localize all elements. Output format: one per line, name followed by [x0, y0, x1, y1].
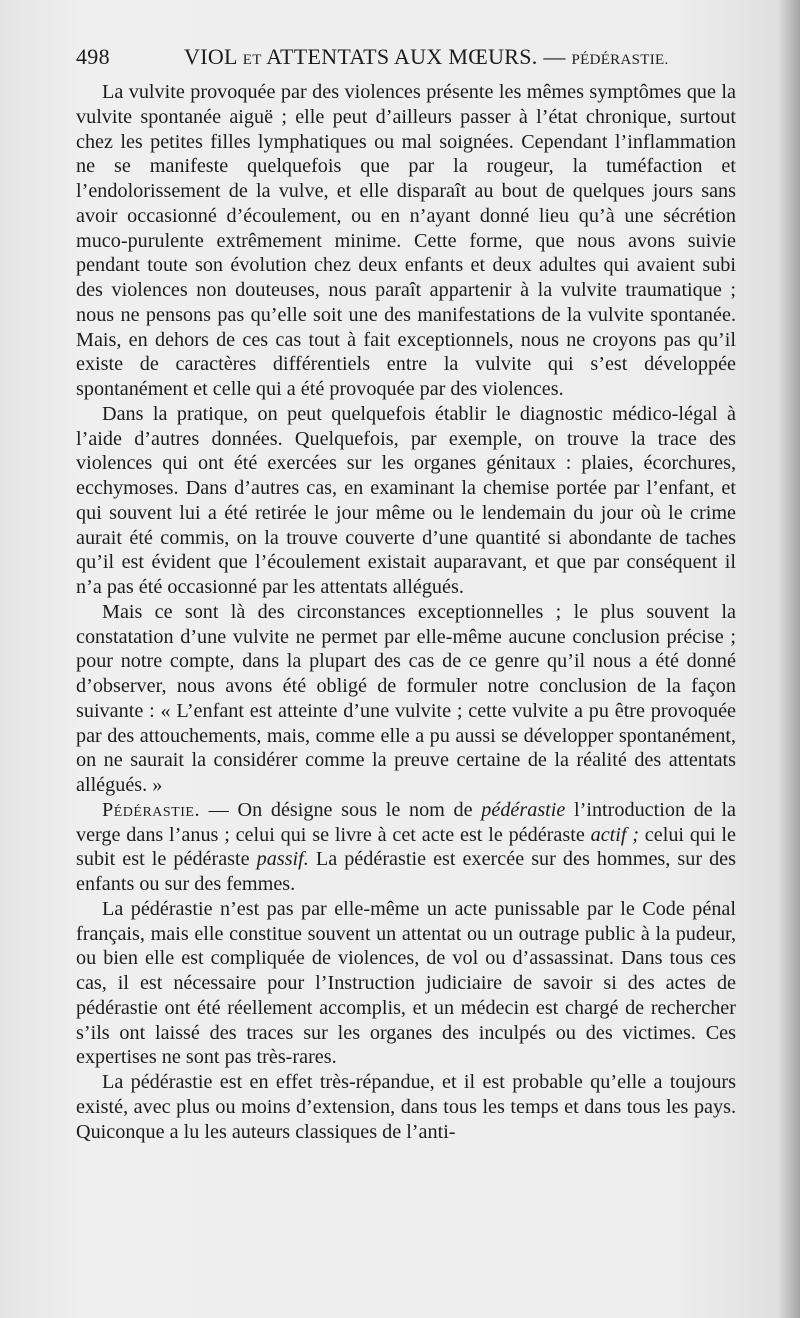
title-et: ET — [242, 52, 262, 68]
title-part1: VIOL — [184, 44, 243, 69]
body-text — [76, 80, 736, 1144]
term-actif: actif ; — [590, 823, 639, 846]
paragraph-2: Dans la pratique, on peut quelquefois établir le diagnostic médico-légal à l’aide d’autres données. Quelquefois, par exemple, on trouve la trace des violences qui ont été exercées sur les organes génitaux : plaies, écorchures, ecchymoses. Dans d’autres cas, en examinant la chemise portée par l’enfant, et qui souvent lui a été retirée le jour même ou le lendemain du jour où le crime aurait été commis, on la trouve couverte d’une quantité si abondante de taches qu’il est évident que l’écoulement existait auparavant, et que par conséquent il n’a pas été occasionné par les attentats allégués. — [76, 402, 736, 598]
page-number: 498 — [76, 44, 110, 69]
paragraph-1: La vulvite provoquée par des violences présente les mêmes symptômes que la vulvite spontanée aiguë ; elle peut d’ailleurs passer à l’état chronique, surtout chez les petites filles lymphatiques ou mal soignées. Cependant l’inflammation ne se manifeste quelquefois que par la rougeur, la tuméfaction et l’endolorissement de la vulve, et elle disparaît au bout de quelques jours sans avoir occasionné d’écoulement, ou en n’ayant donné lieu qu’à une sécrétion muco-purulente extrêmement minime. Cette forme, que nous avons suivie pendant toute son évolution chez deux enfants et deux adultes qui avaient subi des violences non douteuses, nous paraît appartenir à la vulvite traumatique ; nous ne pensons pas qu’elle soit une des manifestations de la vulvite spontanée. Mais, en dehors de ces cas tout à fait exceptionnels, nous ne croyons pas qu’il existe de caractères différentiels entre la vulvite qui s’est développée spontanément et celle qui a été provoquée par des violences. — [76, 81, 736, 400]
paragraph-5: La pédérastie n’est pas par elle-même un acte punissable par le Code pénal français, mais elle constitue souvent un attentat ou un outrage public à la pudeur, ou bien elle est compliquée de violences, de vol ou d’assassinat. Dans tous ces cas, il est nécessaire pour l’Instruction judiciaire de savoir si des actes de pédérastie ont été réellement accomplis, et un médecin est chargé de rechercher s’ils ont laissé des traces sur les organes des inculpés ou des victimes. Ces expertises ne sont pas très-rares. — [76, 897, 736, 1069]
term-pederastie: pédérastie — [481, 798, 566, 821]
paragraph-3: Mais ce sont là des circonstances exceptionnelles ; le plus souvent la constatation d’une vulvite ne permet par elle-même aucune conclusion précise ; pour notre compte, dans la plupart des cas de ce genre qu’il nous a été donné d’observer, nous avons été obligé de formuler notre conclusion de la façon suivante : « L’enfant est atteinte d’une vulvite ; cette vulvite a pu être provoquée par des attouchements, mais, comme elle a pu aussi se développer spontanément, on ne saurait la considérer comme la preuve certaine de la réalité des attentats allégués. » — [76, 600, 736, 796]
paragraph-4 — [76, 798, 736, 897]
paragraph-6: La pédérastie est en effet très-répandue, et il est probable qu’elle a toujours existé, avec plus ou moins d’extension, dans tous les temps et dans tous les pays. Quiconque a lu les auteurs classiques de l’anti- — [76, 1071, 736, 1143]
p4-text-a: — On désigne sous le nom de — [200, 798, 482, 821]
running-title — [184, 44, 669, 70]
section-heading-pederastie: Pédérastie. — [102, 798, 200, 821]
p4-text-c: celui qui le subit est le pédéraste — [76, 823, 736, 871]
title-section: PÉDÉRASTIE. — [571, 52, 669, 68]
term-passif: passif. — [256, 848, 309, 871]
running-header — [76, 44, 736, 74]
p4-text-b: l’introduction de la verge dans l’anus ; celui qui se livre à cet acte est le pédéraste — [76, 798, 736, 846]
title-part2: ATTENTATS AUX MŒURS. — — [261, 44, 572, 69]
page-edge-shadow — [778, 0, 800, 1318]
p4-text-d: La pédérastie est exercée sur des hommes, sur des enfants ou sur des femmes. — [76, 848, 736, 895]
